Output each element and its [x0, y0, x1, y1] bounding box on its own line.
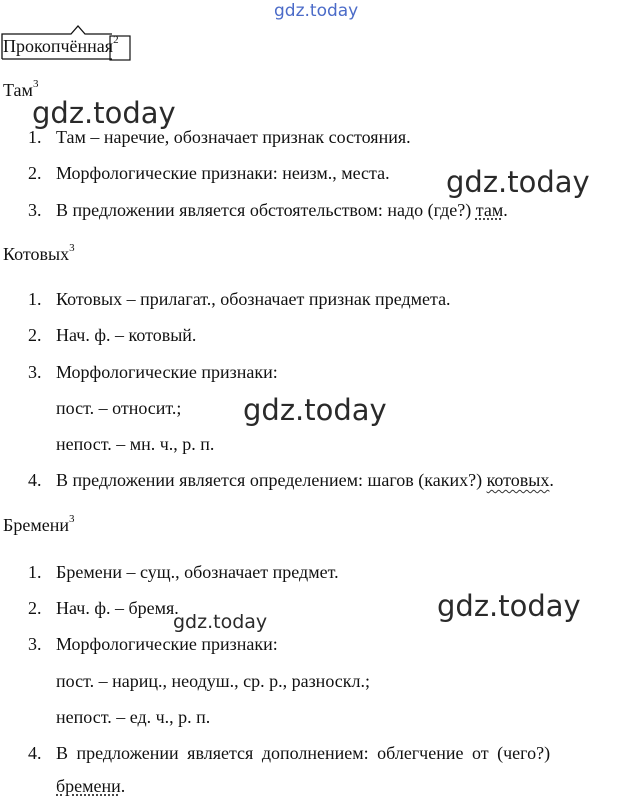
- list-number: 1.: [28, 289, 42, 309]
- morpheme-marks: [0, 0, 638, 80]
- list-number: 1.: [28, 127, 42, 147]
- watermark: gdz.today: [243, 393, 387, 427]
- list-number: 2.: [28, 598, 42, 618]
- list-subline: пост. – относит.;: [56, 398, 182, 418]
- watermark: gdz.today: [437, 589, 581, 623]
- word-stem: Прокопчённ: [3, 36, 97, 56]
- list-number: 3.: [28, 634, 42, 654]
- watermark: gdz.today: [32, 96, 176, 130]
- list-item: Нач. ф. – котовый.: [56, 325, 197, 345]
- word-ending: ая: [96, 36, 114, 56]
- section-title-bremeni: Бремени$^3$: [3, 513, 75, 535]
- list-number: 4.: [28, 470, 42, 490]
- list-item: Нач. ф. – бремя.: [56, 598, 179, 618]
- list-number: 2.: [28, 325, 42, 345]
- ending-box: [110, 36, 130, 60]
- list-subline: непост. – мн. ч., р. п.: [56, 434, 215, 454]
- list-item: Морфологические признаки: неизм., места.: [56, 163, 390, 183]
- list-item: В предложении является дополнением: облегчение от (чего?): [56, 743, 551, 763]
- watermark-small: gdz.today: [173, 611, 268, 633]
- section-title-kotovyh: Котовых$^3$: [3, 242, 75, 264]
- watermark: gdz.today: [446, 165, 590, 199]
- underlined-word: бремени: [56, 776, 121, 796]
- list-number: 1.: [28, 562, 42, 582]
- watermark-top: gdz.today: [274, 1, 359, 21]
- underlined-word: там: [475, 200, 504, 220]
- list-item-continuation: бремени.: [56, 776, 126, 796]
- list-item: Там – наречие, обозначает признак состояния.: [56, 127, 411, 147]
- list-item: Морфологические признаки:: [56, 634, 278, 654]
- list-item: Котовых – прилагат., обозначает признак предмета.: [56, 289, 451, 309]
- list-subline: непост. – ед. ч., р. п.: [56, 707, 211, 727]
- list-item: Морфологические признаки:: [56, 362, 278, 382]
- list-item: В предложении является определением: шагов (каких?) котовых.: [56, 470, 554, 490]
- list-item: Бремени – сущ., обозначает предмет.: [56, 562, 339, 582]
- list-number: 4.: [28, 743, 42, 763]
- stem-bracket: [2, 26, 112, 59]
- list-subline: пост. – нариц., неодуш., ср. р., разноскл.;: [56, 671, 370, 691]
- section-title-tam: Там$^3$: [3, 78, 39, 100]
- list-item: В предложении является обстоятельством: надо (где?) там.: [56, 200, 508, 220]
- list-number: 3.: [28, 362, 42, 382]
- list-number: 2.: [28, 163, 42, 183]
- list-number: 3.: [28, 200, 42, 220]
- underlined-word: котовых: [486, 470, 550, 490]
- superscript: 2: [113, 34, 119, 46]
